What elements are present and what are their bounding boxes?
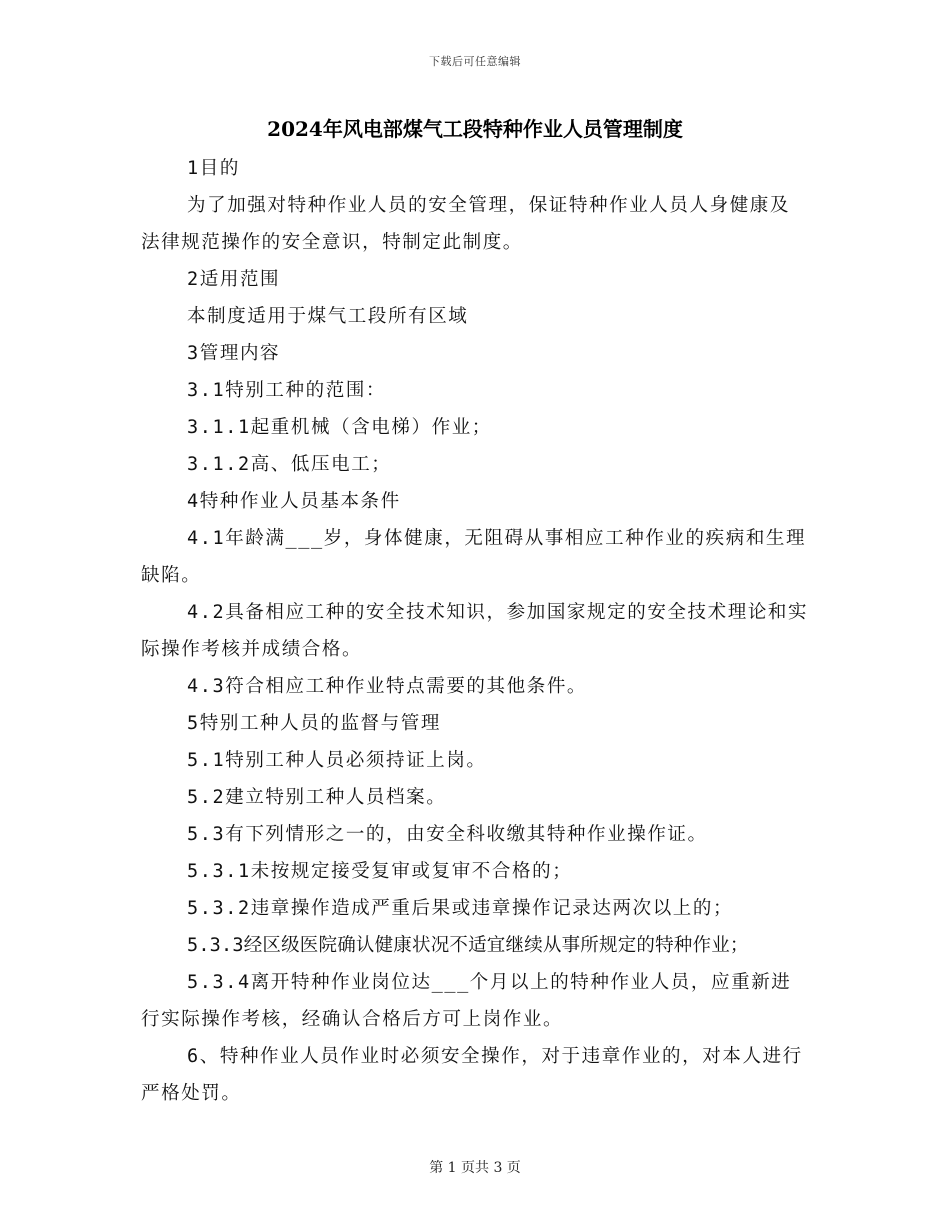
header-note: 下载后可任意编辑 bbox=[429, 55, 521, 68]
paragraph: 5.3.1未按规定接受复审或复审不合格的； bbox=[187, 861, 573, 882]
paragraph: 为了加强对特种作业人员的安全管理，保证特种作业人员人身健康及法律规范操作的安全意识，特制定此制度。 bbox=[141, 195, 791, 253]
document-title: 2024年风电部煤气工段特种作业人员管理制度 bbox=[267, 117, 683, 141]
page-indicator: 第 1 页共 3 页 bbox=[429, 1160, 521, 1176]
paragraph: 5.3.4离开特种作业岗位达___个月以上的特种作业人员，应重新进行实际操作考核，经确认合格后方可上岗作业。 bbox=[141, 972, 792, 1030]
paragraph: 3.1.2高、低压电工； bbox=[187, 454, 392, 475]
paragraph: 6、特种作业人员作业时必须安全操作，对于违章作业的，对本人进行严格处罚。 bbox=[141, 1046, 803, 1104]
paragraph: 3管理内容 bbox=[187, 343, 281, 364]
paragraph: 1目的 bbox=[187, 158, 240, 179]
paragraph: 5.2建立特别工种人员档案。 bbox=[187, 787, 447, 808]
paragraph: 5.3.3经区级医院确认健康状况不适宜继续从事所规定的特种作业； bbox=[187, 935, 749, 956]
document-body bbox=[141, 150, 809, 1112]
paragraph: 5特别工种人员的监督与管理 bbox=[187, 713, 441, 734]
paragraph: 3.1.1起重机械（含电梯）作业； bbox=[187, 417, 492, 438]
paragraph: 本制度适用于煤气工段所有区域 bbox=[187, 306, 469, 327]
paragraph: 5.3有下列情形之一的，由安全科收缴其特种作业操作证。 bbox=[187, 824, 708, 845]
paragraph: 4.1年龄满___岁，身体健康，无阻碍从事相应工种作业的疾病和生理缺陷。 bbox=[141, 528, 807, 586]
paragraph: 5.1特别工种人员必须持证上岗。 bbox=[187, 750, 487, 771]
paragraph: 3.1特别工种的范围： bbox=[187, 380, 387, 401]
paragraph: 4.3符合相应工种作业特点需要的其他条件。 bbox=[187, 676, 588, 697]
paragraph: 5.3.2违章操作造成严重后果或违章操作记录达两次以上的； bbox=[187, 898, 734, 919]
paragraph: 4特种作业人员基本条件 bbox=[187, 491, 401, 512]
paragraph: 4.2具备相应工种的安全技术知识，参加国家规定的安全技术理论和实际操作考核并成绩合格。 bbox=[141, 602, 809, 660]
paragraph: 2适用范围 bbox=[187, 269, 281, 290]
